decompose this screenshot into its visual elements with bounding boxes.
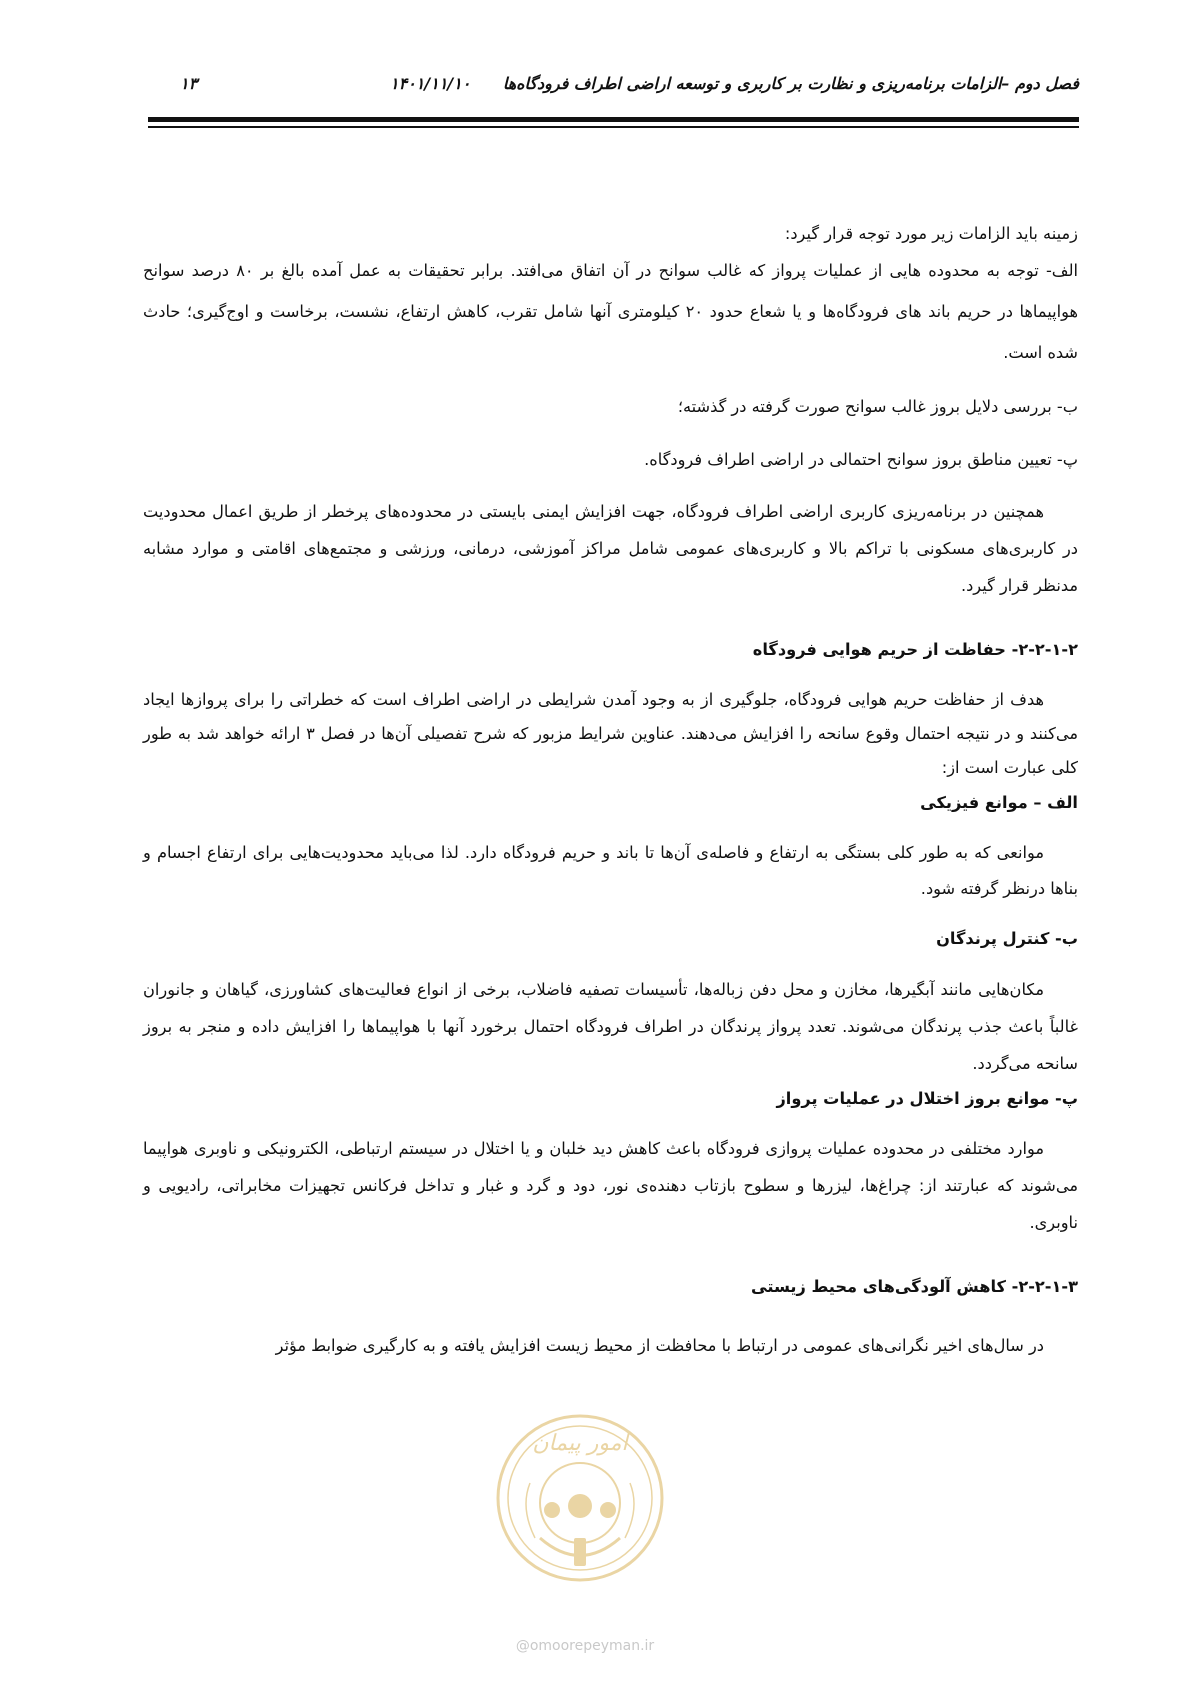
subheading-flight-interference: پ- موانع بروز اختلال در عملیات پرواز bbox=[776, 1089, 1078, 1108]
page-number: ۱۳ bbox=[180, 74, 198, 93]
section-heading-airspace: ۲-۲-۱-۲- حفاظت از حریم هوایی فرودگاه bbox=[752, 640, 1078, 659]
chapter-title: فصل دوم –الزامات برنامه‌ریزی و نظارت بر کاربری و توسعه اراضی اطراف فرودگاه‌ها bbox=[502, 74, 1079, 93]
paragraph-item-be: ب- بررسی دلایل بروز غالب سوانح صورت گرفته در گذشته؛ bbox=[677, 397, 1078, 416]
body-text bbox=[143, 218, 1078, 1365]
paragraph-airspace: هدف از حفاظت حریم هوایی فرودگاه، جلوگیری از به وجود آمدن شرایطی در اراضی اطراف است که خطراتی را برای پروازها ایجاد می‌کنند و در نتیجه احتمال وقوع سانحه را افزایش می‌دهند. عناوین شرایط مزبور که شرح تفصیلی آن‌ها در فصل ۳ ارائه خواهد شد به طور کلی عبارت است از: bbox=[143, 690, 1078, 777]
section-heading-environment: ۲-۲-۱-۳- کاهش آلودگی‌های محیط زیستی bbox=[750, 1277, 1078, 1296]
watermark-url: @omoorepeyman.ir bbox=[515, 1638, 655, 1654]
watermark-seal-icon bbox=[490, 1388, 670, 1608]
subheading-physical-obstacles: الف – موانع فیزیکی bbox=[920, 793, 1078, 812]
header-rule-thick bbox=[148, 117, 1079, 122]
paragraph-intro: زمینه باید الزامات زیر مورد توجه قرار گیرد: bbox=[784, 224, 1078, 243]
paragraph-flight-interference: موارد مختلفی در محدوده عملیات پروازی فرودگاه باعث کاهش دید خلبان و یا اختلال در سیستم ارتباطی، الکترونیکی و ناوبری هواپیما می‌شوند که عبارتند از: چراغ‌ها، لیزرها و سطوح بازتاب دهنده‌ی نور، دود و گرد و غبار و تداخل فرکانس تجهیزات مخابراتی، رادیویی و ناوبری. bbox=[143, 1139, 1078, 1232]
paragraph-bird-control: مکان‌هایی مانند آبگیرها، مخازن و محل دفن زباله‌ها، تأسیسات تصفیه فاضلاب، برخی از انواع فعالیت‌های کشاورزی، گیاهان و جانوران غالباً باعث جذب پرندگان می‌شوند. تعدد پرواز پرندگان در اطراف فرودگاه احتمال برخورد آنها با هواپیماها را افزایش داده و منجر به بروز سانحه می‌گردد. bbox=[143, 980, 1078, 1073]
page-header bbox=[150, 66, 1079, 106]
subheading-bird-control: ب- کنترل پرندگان bbox=[936, 929, 1078, 948]
header-date: ۱۴۰۱/۱۱/۱۰ bbox=[390, 74, 471, 93]
paragraph-item-alef: الف- توجه به محدوده هایی از عملیات پرواز که غالب سوانح در آن اتفاق می‌افتد. برابر تحقیقات به عمل آمده بالغ بر ۸۰ درصد سوانح هواپیماها در حریم باند های فرودگاه‌ها و یا شعاع حدود ۲۰ کیلومتری آنها شامل تقرب، کاهش ارتفاع، نشست، برخاست و اوج‌گیری؛ حادث شده است. bbox=[143, 261, 1079, 362]
paragraph-physical-obstacles: موانعی که به طور کلی بستگی به ارتفاع و فاصله‌ی آن‌ها تا باند و حریم فرودگاه دارد. لذا می‌باید محدودیت‌هایی برای ارتفاع اجسام و بناها درنظر گرفته شود. bbox=[143, 843, 1078, 898]
watermark-seal-text: امور پیمان bbox=[532, 1431, 628, 1456]
paragraph-environment: در سال‌های اخیر نگرانی‌های عمومی در ارتباط با محافظت از محیط زیست افزایش یافته و به کارگیری ضوابط مؤثر bbox=[275, 1336, 1044, 1355]
paragraph-item-pe: پ- تعیین مناطق بروز سوانح احتمالی در اراضی اطراف فرودگاه. bbox=[644, 450, 1078, 469]
paragraph-safety: همچنین در برنامه‌ریزی کاربری اراضی اطراف فرودگاه، جهت افزایش ایمنی بایستی در محدوده‌های پرخطر از طریق اعمال محدودیت در کاربری‌های مسکونی با تراکم بالا و کاربری‌های عمومی شامل مراکز آموزشی، درمانی، ورزشی و مجتمع‌های اقامتی و موارد مشابه مدنظر قرار گیرد. bbox=[143, 502, 1078, 595]
header-rule-thin bbox=[148, 126, 1079, 128]
